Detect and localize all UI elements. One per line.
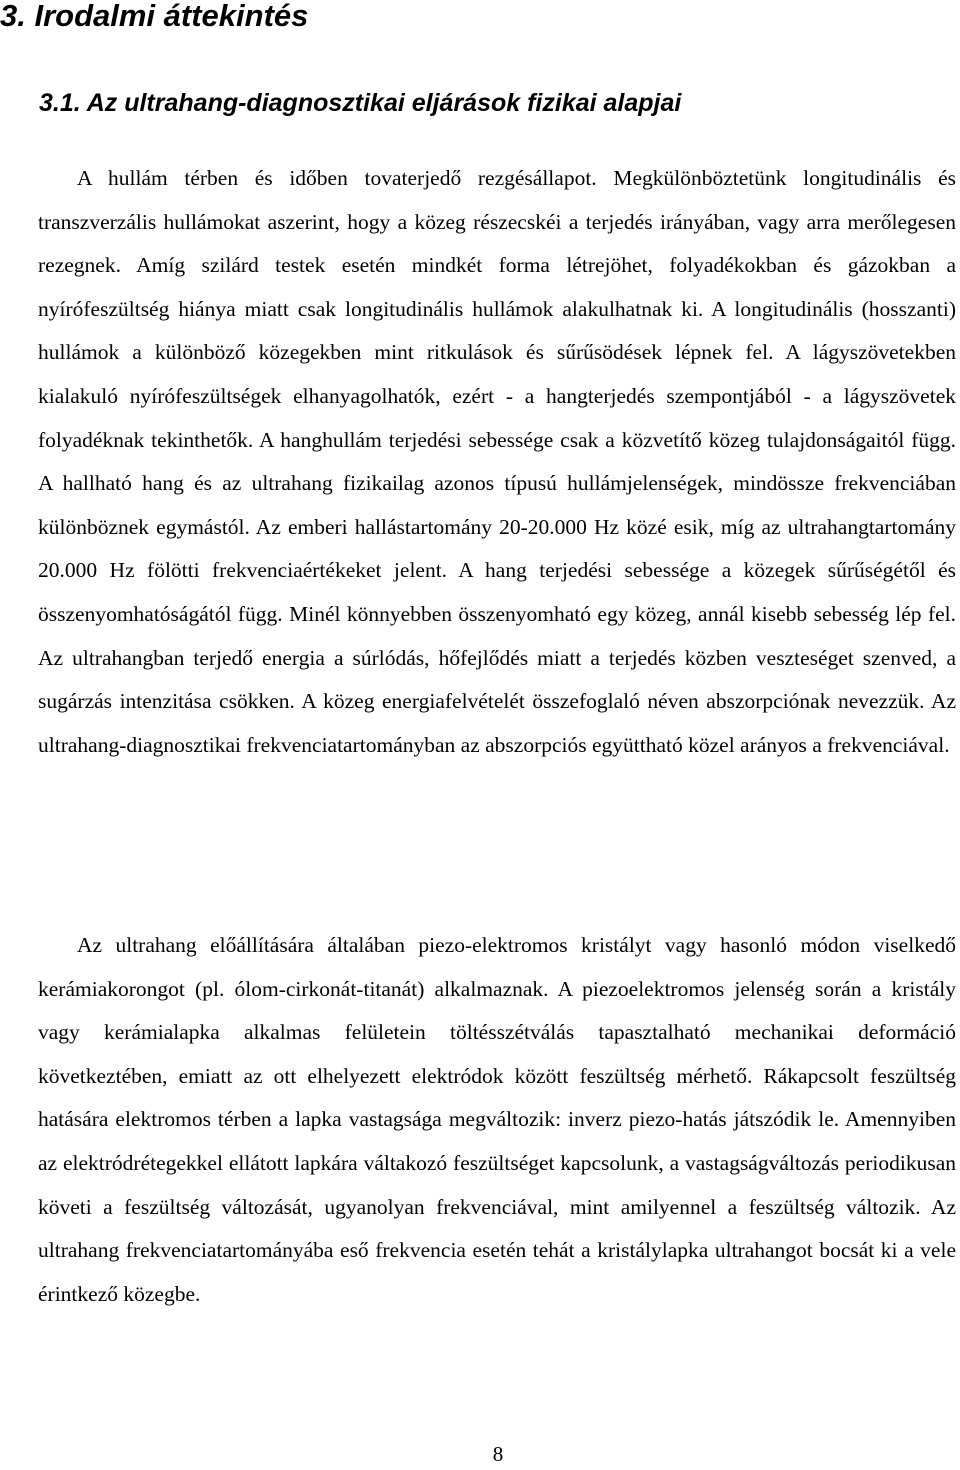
body-paragraph-2: Az ultrahang előállítására általában piezo-elektromos kristályt vagy hasonló módon viselkedő kerámiakorongot (pl. ólom-cirkonát-titanát) alkalmaznak. A piezoelektromos jelenség során a kristály vagy kerámialapka alkalmas felületein töltésszétválás tapasztalható mechanikai deformáció következtében, emiatt az ott elhelyezett elektródok között feszültség mérhető. Rákapcsolt feszültség hatására elektromos térben a lapka vastagsága megváltozik: inverz piezo-hatás játszódik le. Amennyiben az elektródrétegekkel ellátott lapkára váltakozó feszültséget kapcsolunk, a vastagságváltozás periodikusan követi a feszültség változását, ugyanolyan frekvenciával, mint amilyennel a feszültség változik. Az ultrahang frekvenciatartományába eső frekvencia esetén tehát a kristálylapka ultrahangot bocsát ki a vele érintkező közegbe. xyxy=(38,933,956,1306)
page-number: 8 xyxy=(492,1442,504,1466)
body-paragraph-1: A hullám térben és időben tovaterjedő rezgésállapot. Megkülönböztetünk longitudinális és transzverzális hullámokat aszerint, hogy a közeg részecskéi a terjedés irányában, vagy arra merőlegesen rezegnek. Amíg szilárd testek esetén mindkét forma létrejöhet, folyadékokban és gázokban a nyírófeszültség hiánya miatt csak longitudinális hullámok alakulhatnak ki. A longitudinális (hosszanti) hullámok a különböző közegekben mint ritkulások és sűrűsödések lépnek fel. A lágyszövetekben kialakuló nyírófeszültségek elhanyagolhatók, ezért - a hangterjedés szempontjából - a lágyszövetek folyadéknak tekinthetők. A hanghullám terjedési sebessége csak a közvetítő közeg tulajdonságaitól függ. A hallható hang és az ultrahang fizikailag azonos típusú hullámjelenségek, mindössze frekvenciában különböznek egymástól. Az emberi hallástartomány 20-20.000 Hz közé esik, míg az ultrahangtartomány 20.000 Hz fölötti frekvenciaértékeket jelent. A hang terjedési sebessége a közegek sűrűségétől és összenyomhatóságától függ. Minél könnyebben összenyomható egy közeg, annál kisebb sebesség lép fel. Az ultrahangban terjedő energia a súrlódás, hőfejlődés miatt a terjedés közben veszteséget szenved, a sugárzás intenzitása csökken. A közeg energiafelvételét összefoglaló néven abszorpciónak nevezzük. Az ultrahang-diagnosztikai frekvenciatartományban az abszorpciós együttható közel arányos a frekvenciával. xyxy=(38,166,956,757)
section-heading: 3.1. Az ultrahang-diagnosztikai eljárások fizikai alapjai xyxy=(39,89,682,117)
chapter-heading: 3. Irodalmi áttekintés xyxy=(0,0,309,33)
